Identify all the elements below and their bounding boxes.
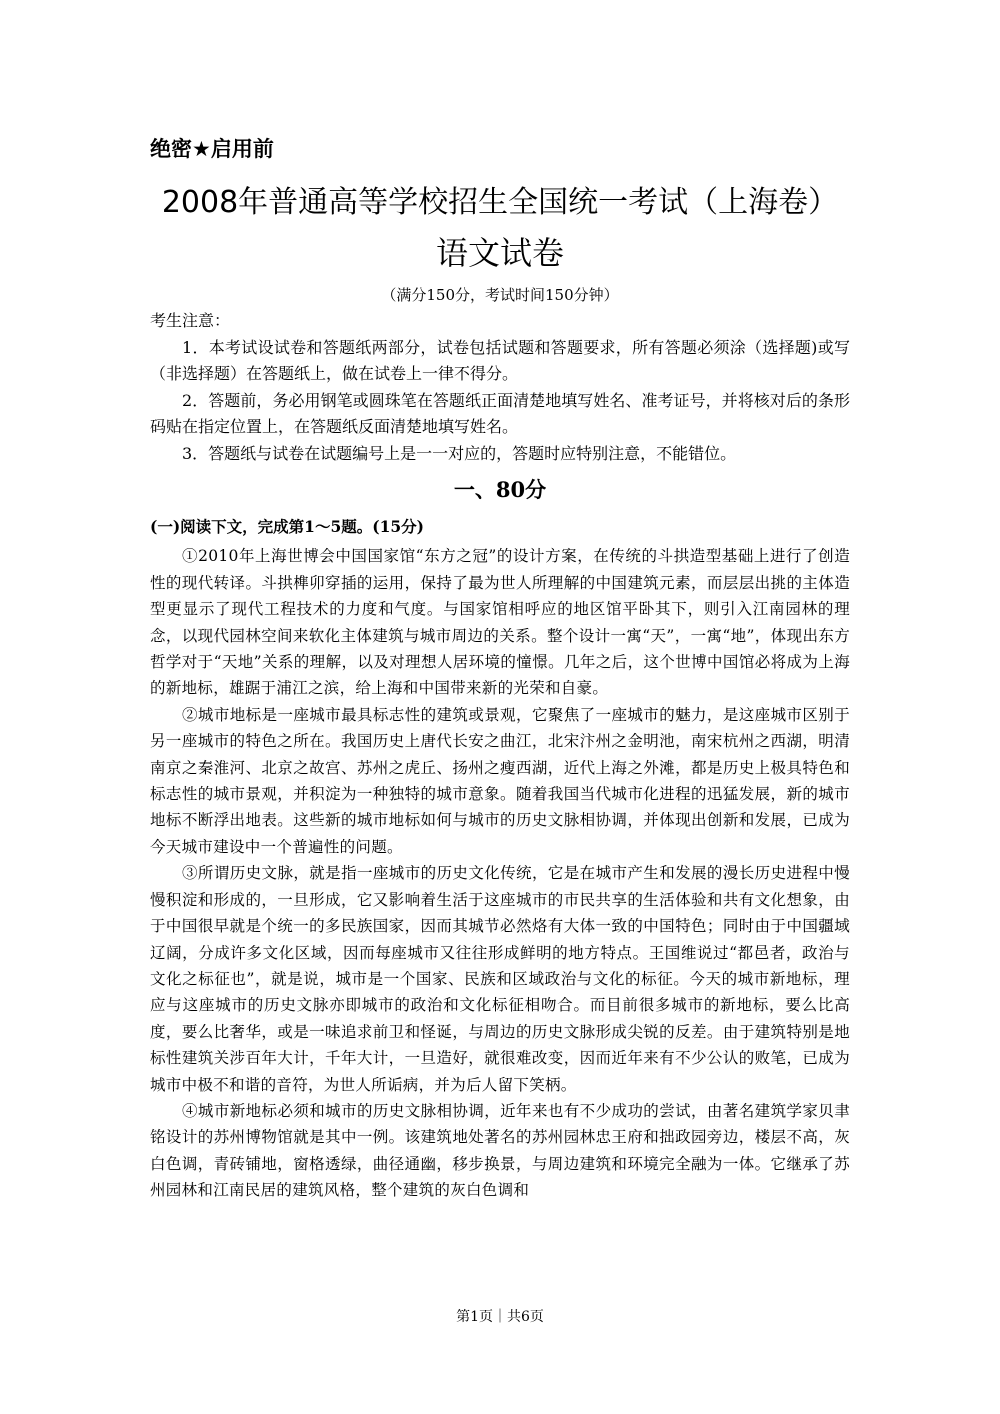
section-heading: 一、80分	[453, 477, 547, 502]
notice-item: 1．本考试设试卷和答题纸两部分，试卷包括试题和答题要求，所有答题必须涂（选择题)或写（非选择题）在答题纸上，做在试卷上一律不得分。	[150, 337, 850, 383]
passage-paragraph: ①2010年上海世博会中国国家馆“东方之冠”的设计方案，在传统的斗拱造型基础上进行了创造性的现代转译。斗拱榫卯穿插的运用，保持了最为世人所理解的中国建筑元素，而层层出挑的主体造型更显示了现代工程技术的力度和气度。与国家馆相呼应的地区馆平卧其下，则引入江南园林的理念，以现代园林空间来软化主体建筑与城市周边的关系。整个设计一寓“天”，一寓“地”，体现出东方哲学对于“天地”关系的理解，以及对理想人居环境的憧憬。几年之后，这个世博中国馆必将成为上海的新地标，雄踞于浦江之滨，给上海和中国带来新的光荣和自豪。	[150, 547, 850, 698]
candidate-notice	[150, 308, 850, 467]
notice-item: 3．答题纸与试卷在试题编号上是一一对应的，答题时应特别注意，不能错位。	[182, 443, 737, 463]
exam-title: 2008年普通高等学校招生全国统一考试（上海卷）	[161, 185, 839, 220]
question-heading: (一)阅读下文，完成第1～5题。(15分)	[150, 517, 424, 536]
passage-paragraph: ③所谓历史文脉，就是指一座城市的历史文化传统，它是在城市产生和发展的漫长历史进程中慢慢积淀和形成的，一旦形成，它又影响着生活于这座城市的市民共享的生活体验和共有文化想象，由于中国很早就是个统一的多民族国家，因而其城节必然烙有大体一致的中国特色；同时由于中国疆域辽阔，分成许多文化区域，因而每座城市又往往形成鲜明的地方特点。王国维说过“都邑者，政治与文化之标征也”，就是说，城市是一个国家、民族和区域政治与文化的标征。今天的城市新地标，理应与这座城市的历史文脉亦即城市的政治和文化标征相吻合。而目前很多城市的新地标，要么比高度，要么比奢华，或是一味追求前卫和怪诞，与周边的历史文脉形成尖锐的反差。由于建筑特别是地标性建筑关涉百年大计，千年大计，一旦造好，就很难改变，因而近年来有不少公认的败笔，已成为城市中极不和谐的音符，为世人所诟病，并为后人留下笑柄。	[150, 864, 850, 1094]
reading-passage	[150, 514, 850, 1204]
page-footer: 第1页｜共6页	[456, 1309, 544, 1325]
notice-title: 考生注意：	[150, 311, 231, 330]
confidential-label: 绝密★启用前	[150, 137, 274, 161]
paper-subtitle: 语文试卷	[435, 234, 564, 272]
notice-item: 2．答题前，务必用钢笔或圆珠笔在答题纸正面清楚地填写姓名、准考证号，并将核对后的条形码贴在指定位置上，在答题纸反面清楚地填写姓名。	[150, 390, 850, 436]
score-time-info: （满分150分，考试时间150分钟）	[381, 286, 619, 304]
passage-paragraph: ②城市地标是一座城市最具标志性的建筑或景观，它聚焦了一座城市的魅力，是这座城市区别于另一座城市的特色之所在。我国历史上唐代长安之曲江，北宋汴州之金明池，南宋杭州之西湖，明清南京之秦淮河、北京之故宫、苏州之虎丘、扬州之瘦西湖，近代上海之外滩，都是历史上极具特色和标志性的城市景观，并积淀为一种独特的城市意象。随着我国当代城市化进程的迅猛发展，新的城市地标不断浮出地表。这些新的城市地标如何与城市的历史文脉相协调，并体现出创新和发展，已成为今天城市建设中一个普遍性的问题。	[150, 705, 850, 856]
passage-paragraph: ④城市新地标必须和城市的历史文脉相协调，近年来也有不少成功的尝试，由著名建筑学家贝聿铭设计的苏州博物馆就是其中一例。该建筑地处著名的苏州园林忠王府和拙政园旁边，楼层不高，灰白色调，青砖铺地，窗格透绿，曲径通幽，移步换景，与周边建筑和环境完全融为一体。它继承了苏州园林和江南民居的建筑风格，整个建筑的灰白色调和	[150, 1101, 850, 1200]
